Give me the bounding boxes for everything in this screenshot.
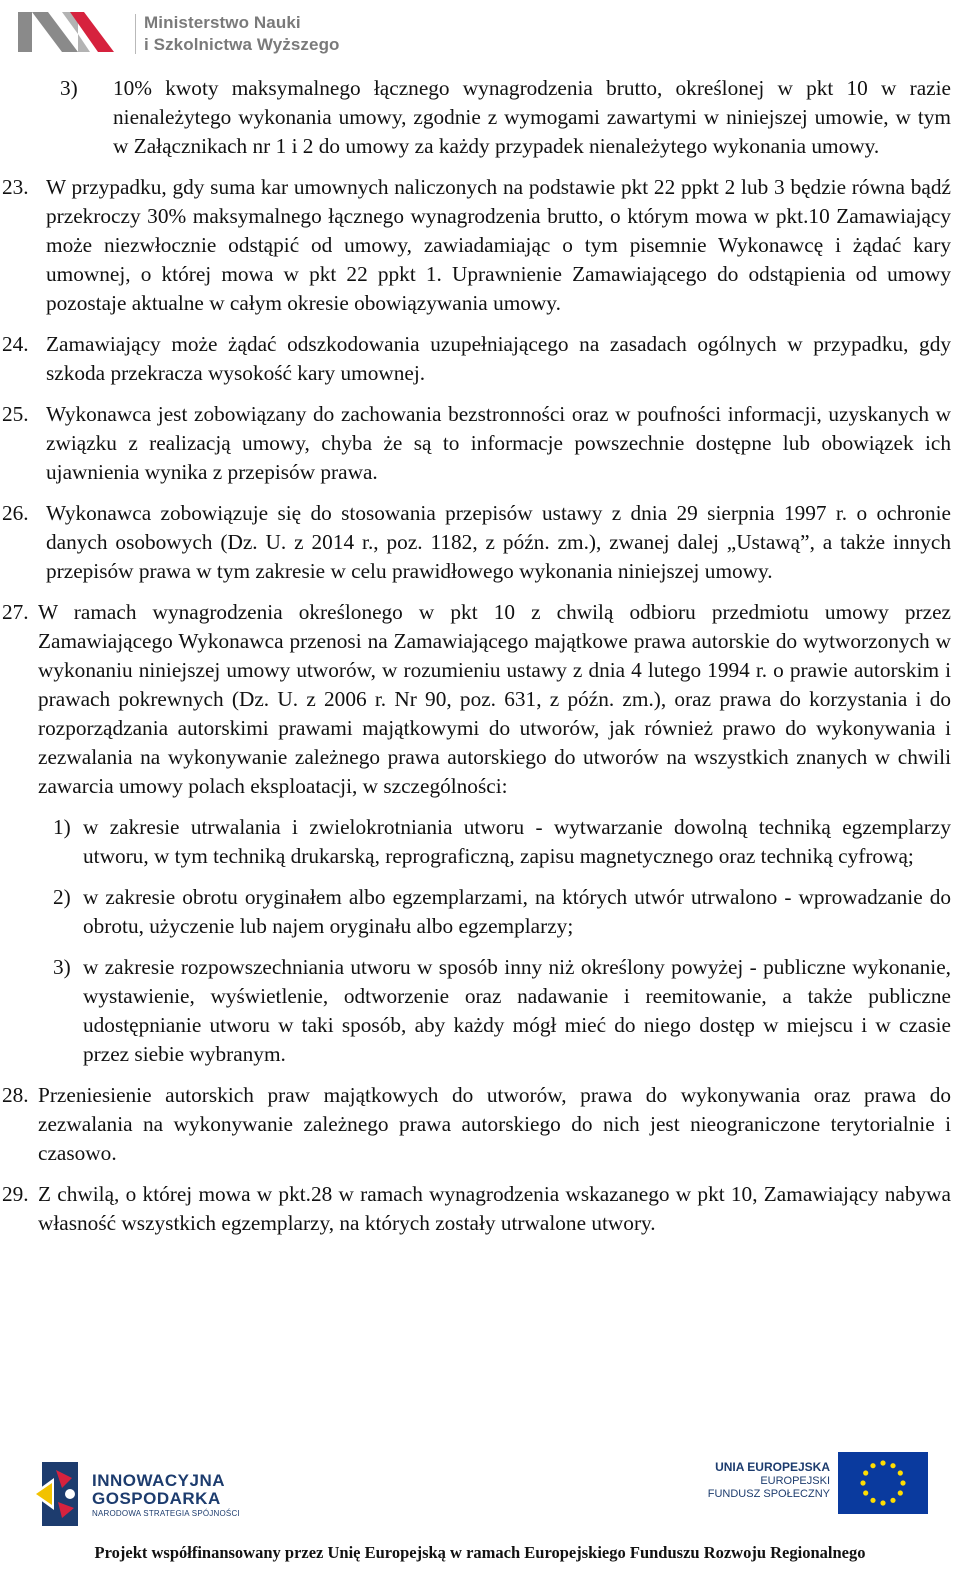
item-text: 10% kwoty maksymalnego łącznego wynagrodzenia brutto, określonej w pkt 10 w razie nienależytego wykonania umowy, zgodnie z wymogami zawartymi w niniejszej umowie, w tym w Załącznikach nr 1 i 2 do umowy za każdy przypadek nienależytego wykonania umowy. — [113, 76, 951, 158]
paragraph-number: 24. — [2, 332, 29, 356]
ig-line1: INNOWACYJNA — [92, 1471, 226, 1490]
item-number: 1) — [53, 815, 71, 839]
paragraph-24 — [0, 330, 960, 388]
cofinancing-note: Projekt współfinansowany przez Unię Europejską w ramach Europejskiego Funduszu Rozwoju Regionalnego — [94, 1543, 866, 1562]
paragraph-27 — [0, 598, 960, 801]
paragraph-text: W przypadku, gdy suma kar umownych naliczonych na podstawie pkt 22 ppkt 2 lub 3 będzie równa bądź przekroczy 30% maksymalnego łącznego wynagrodzenia brutto, o którym mowa w pkt.10 Zamawiający może niezwłocznie odstąpić od umowy, zawiadamiając o tym pisemnie Wykonawcę i żądać kary umownej, o której mowa w pkt 22 ppkt 1. Uprawnienie Zamawiającego do odstąpienia od umowy pozostaje aktualne w całym okresie obowiązywania umowy. — [46, 175, 951, 315]
eu-line3: FUNDUSZ SPOŁECZNY — [707, 1488, 830, 1500]
paragraph-number: 25. — [2, 402, 29, 426]
paragraph-text: W ramach wynagrodzenia określonego w pkt 10 z chwilą odbioru przedmiotu umowy przez Zamawiającego Wykonawca przenosi na Zamawiającego majątkowe prawa autorskie do wytworzonych w wykonaniu niniejszej umowy utworów, w rozumieniu ustawy z dnia 4 lutego 1994 r. o prawie autorskim i prawach pokrewnych (Dz. U. z 2006 r. Nr 90, poz. 631, z późn. zm.), oraz prawa do korzystania i do rozporządzania autorskimi prawami majątkowymi do utworów, jak również prawo do wykonywania i zezwalania na wykonywanie zależnego prawa autorskiego do utworów na wszystkich znanych w chwili zawarcia umowy polach eksploatacji, w szczególności: — [38, 600, 951, 798]
paragraph-number: 23. — [2, 175, 29, 199]
paragraph-text: Wykonawca jest zobowiązany do zachowania bezstronności oraz w poufności informacji, uzyskanych w związku z realizacją umowy, chyba że są to informacje powszechnie dostępne lub obowiązek ich ujawnienia wynika z przepisów prawa. — [46, 402, 951, 484]
item-number: 3) — [60, 76, 78, 100]
paragraph-26 — [0, 499, 960, 586]
innowacyjna-gospodarka-logo-icon — [32, 1458, 88, 1530]
mnisw-logo-icon — [18, 8, 118, 56]
ministry-name-line2: i Szkolnictwa Wyższego — [144, 35, 340, 54]
paragraph-number: 28. — [2, 1083, 29, 1107]
item-text: w zakresie rozpowszechniania utworu w sposób inny niż określony powyżej - publiczne wykonanie, wystawienie, wyświetlenie, odtworzenie oraz nadawanie i reemitowanie, a także publiczne udostępnianie utworu w taki sposób, aby każdy mógł mieć do niego dostęp w miejscu i w czasie przez siebie wybranym. — [83, 955, 951, 1066]
item-text: w zakresie utrwalania i zwielokrotniania utworu - wytwarzanie dowolną techniką egzemplarzy utworu, w tym techniką drukarską, reprograficzną, zapisu magnetycznego oraz techniką cyfrową; — [83, 815, 951, 868]
paragraph-text: Wykonawca zobowiązuje się do stosowania przepisów ustawy z dnia 29 sierpnia 1997 r. o ochronie danych osobowych (Dz. U. z 2014 r., poz. 1182, z późn. zm.), zwanej dalej „Ustawą”, a także innych przepisów prawa w tym zakresie w celu prawidłowego wykonania niniejszej umowy. — [46, 501, 951, 583]
item-text: w zakresie obrotu oryginałem albo egzemplarzami, na których utwór utrwalono - wprowadzanie do obrotu, użyczenie lub najem oryginału albo egzemplarzy; — [83, 885, 951, 938]
ministry-name-line1: Ministerstwo Nauki — [144, 13, 301, 32]
eu-flag-icon — [838, 1452, 928, 1514]
list-item-27-1 — [53, 813, 951, 871]
ig-line3: NARODOWA STRATEGIA SPÓJNOŚCI — [92, 1509, 240, 1518]
paragraph-number: 27. — [2, 600, 29, 624]
item-number: 3) — [53, 955, 71, 979]
paragraph-text: Przeniesienie autorskich praw majątkowych do utworów, prawa do wykonywania oraz prawa do zezwalania na wykonywanie zależnego prawa autorskiego do nich jest nieograniczone terytorialnie i czasowo. — [38, 1083, 951, 1165]
list-item-subpoint-3 — [60, 74, 951, 161]
eu-text — [690, 1460, 830, 1501]
paragraph-text: Zamawiający może żądać odszkodowania uzupełniającego na zasadach ogólnych w przypadku, gdy szkoda przekracza wysokość kary umownej. — [46, 332, 951, 385]
list-item-27-3 — [53, 953, 951, 1069]
innowacyjna-gospodarka-text — [92, 1472, 240, 1520]
logo-separator — [135, 14, 136, 54]
eu-line1: UNIA EUROPEJSKA — [715, 1460, 830, 1474]
paragraph-number: 26. — [2, 501, 29, 525]
item-number: 2) — [53, 885, 71, 909]
paragraph-25 — [0, 400, 960, 487]
paragraph-number: 29. — [2, 1182, 29, 1206]
eu-line2: EUROPEJSKI — [760, 1475, 830, 1487]
paragraph-text: Z chwilą, o której mowa w pkt.28 w ramach wynagrodzenia wskazanego w pkt 10, Zamawiający nabywa własność wszystkich egzemplarzy, na których zostały utrwalone utwory. — [38, 1182, 951, 1235]
list-item-27-2 — [53, 883, 951, 941]
ministry-name — [144, 12, 344, 56]
footer-logos — [0, 1450, 960, 1540]
document-body — [0, 74, 960, 1238]
ig-line2: GOSPODARKA — [92, 1489, 221, 1508]
paragraph-23 — [0, 173, 960, 318]
paragraph-29 — [0, 1180, 960, 1238]
ministry-logo — [18, 6, 338, 56]
paragraph-28 — [0, 1081, 960, 1168]
